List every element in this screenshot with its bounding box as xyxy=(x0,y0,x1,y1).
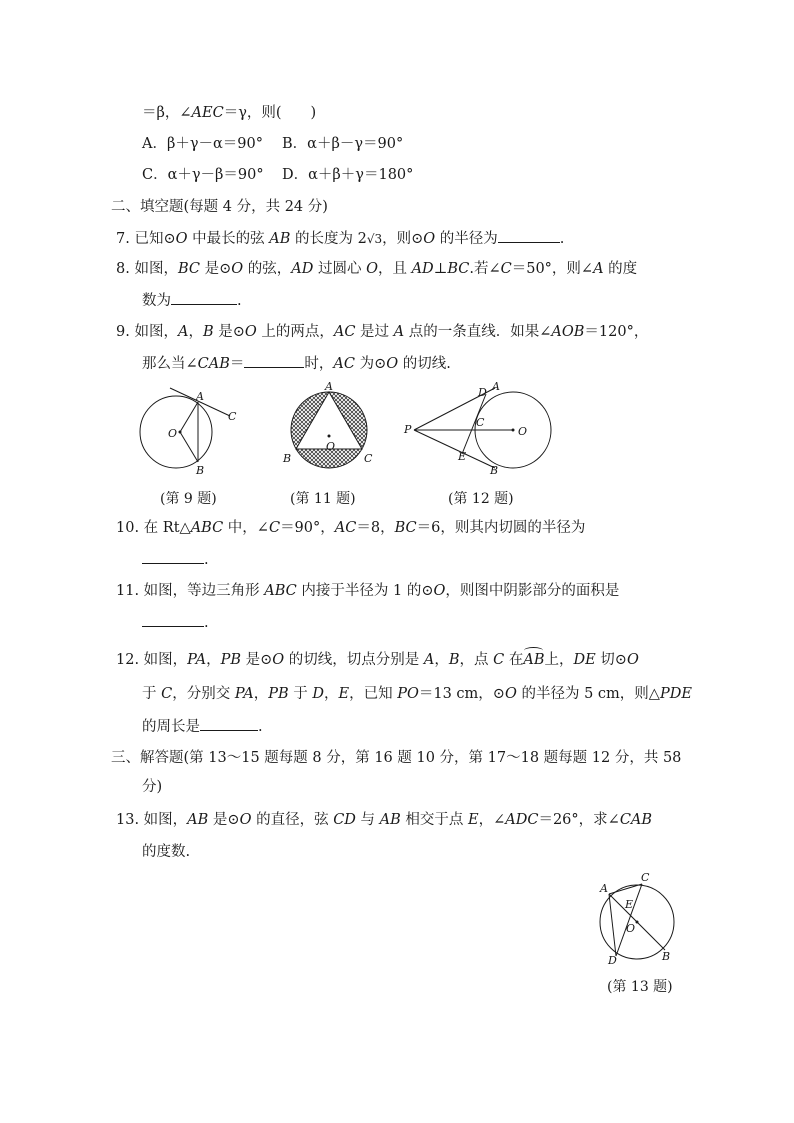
text: 相交于点 xyxy=(400,812,468,828)
label-b: B xyxy=(662,950,671,963)
text: ，∠ xyxy=(478,812,506,828)
text: 数为 xyxy=(142,293,171,309)
text: 已知⊙ xyxy=(134,231,176,247)
label-c: C xyxy=(476,416,485,429)
q6-option-c[interactable]: C．α＋γ－β＝90° xyxy=(142,167,264,183)
text: ＝ xyxy=(229,356,245,372)
answer-blank[interactable] xyxy=(200,716,258,731)
question-10-line2 xyxy=(142,549,209,570)
text: AD xyxy=(291,261,314,277)
tangent-pb xyxy=(414,430,495,468)
line-ob xyxy=(180,432,198,462)
chord-cd xyxy=(616,884,642,956)
text: BC xyxy=(447,261,470,277)
q6-continuation xyxy=(142,103,316,123)
text: ＝β，∠ xyxy=(142,105,192,121)
question-number: 7. xyxy=(116,231,130,247)
text: 内接于半径为 1 的⊙ xyxy=(296,583,434,599)
text: ＝8， xyxy=(356,520,395,536)
question-9 xyxy=(116,322,648,342)
question-12 xyxy=(116,650,639,670)
answer-blank[interactable] xyxy=(498,228,560,243)
text: O xyxy=(366,261,378,277)
question-number: 10. xyxy=(116,520,140,536)
question-number: 13. xyxy=(116,812,140,828)
figure-q13 xyxy=(592,868,687,970)
text: O xyxy=(504,686,517,702)
text: DE xyxy=(573,652,596,668)
label-e: E xyxy=(458,450,467,463)
center-dot xyxy=(512,429,515,432)
text: 如图， xyxy=(134,324,178,340)
text: 是⊙ xyxy=(208,812,240,828)
text: ， xyxy=(434,652,449,668)
text: ＝120°， xyxy=(584,324,649,340)
text: AC xyxy=(334,520,357,536)
label-b: B xyxy=(490,464,499,477)
text: 如图，等边三角形 xyxy=(143,583,265,599)
text: B xyxy=(448,652,460,668)
label-o: O xyxy=(168,427,178,440)
question-8-line2 xyxy=(142,290,242,311)
label-c: C xyxy=(228,410,237,423)
text: 的直径，弦 xyxy=(251,812,334,828)
question-10 xyxy=(116,518,585,538)
text: 那么当∠ xyxy=(142,356,198,372)
text: AD xyxy=(411,261,434,277)
label-o: O xyxy=(626,922,636,935)
figure-q9 xyxy=(130,380,250,480)
question-number: 12. xyxy=(116,652,140,668)
text: .若∠ xyxy=(469,261,501,277)
question-13-line2: 的度数. xyxy=(142,844,191,860)
answer-blank[interactable] xyxy=(171,290,237,305)
question-12-line2 xyxy=(142,684,692,704)
text: ， xyxy=(324,686,339,702)
text: 的切线，切点分别是 xyxy=(284,652,424,668)
label-c: C xyxy=(364,452,373,465)
text: ，则⊙ xyxy=(382,231,424,247)
label-p: P xyxy=(404,423,412,436)
section-fill-in-title: 二、填空题(每题 4 分，共 24 分) xyxy=(111,199,328,215)
text: 点的一条直线．如果∠ xyxy=(404,324,552,340)
text: A xyxy=(593,261,604,277)
label-a: A xyxy=(325,380,333,393)
text: 中最长的弦 xyxy=(187,231,270,247)
question-11 xyxy=(116,581,619,601)
text: CD xyxy=(333,812,356,828)
center-dot xyxy=(636,921,639,924)
text: ， xyxy=(253,686,269,702)
text: CAB xyxy=(197,356,230,372)
text: O xyxy=(386,356,399,372)
text: 中，∠ xyxy=(223,520,269,536)
text: ⊥ xyxy=(433,261,448,277)
answer-blank[interactable] xyxy=(142,549,204,564)
text: 的长度为 2 xyxy=(290,231,367,247)
caption-q11: (第 11 题) xyxy=(290,491,356,507)
text: ABC xyxy=(190,520,224,536)
text: 如图， xyxy=(143,812,188,828)
section-solve-title-line2: 分) xyxy=(142,779,163,795)
text: AOB xyxy=(551,324,585,340)
text: . xyxy=(204,552,209,568)
text: 过圆心 xyxy=(313,261,367,277)
question-number: 9. xyxy=(116,324,130,340)
text: ＝50°，则∠ xyxy=(511,261,594,277)
text: C xyxy=(493,652,505,668)
text: PB xyxy=(268,686,289,702)
text: ，点 xyxy=(459,652,494,668)
text: O xyxy=(244,324,257,340)
question-8 xyxy=(116,259,637,279)
text: 上的两点， xyxy=(256,324,334,340)
caption-q9: (第 9 题) xyxy=(160,491,217,507)
caption-q13: (第 13 题) xyxy=(607,979,673,995)
figure-q12 xyxy=(400,380,560,480)
text: A xyxy=(423,652,435,668)
q6-option-b[interactable]: B．α＋β－γ＝90° xyxy=(282,136,404,152)
text: 时， xyxy=(304,356,334,372)
text: 切⊙ xyxy=(595,652,627,668)
label-a: A xyxy=(196,390,204,403)
text: ＝90°， xyxy=(280,520,335,536)
text: AB xyxy=(269,231,291,247)
text: 是过 xyxy=(355,324,394,340)
text: ＝13 cm，⊙ xyxy=(418,686,505,702)
text: E xyxy=(338,686,350,702)
label-c: C xyxy=(641,871,650,884)
q6-option-a[interactable]: A．β＋γ－α＝90° xyxy=(142,136,264,152)
chord-ac xyxy=(609,884,642,894)
arc-ab: AB xyxy=(523,652,545,668)
line-oa xyxy=(180,402,198,432)
text: PA xyxy=(187,652,207,668)
text: ABC xyxy=(264,583,297,599)
text: AEC xyxy=(191,105,224,121)
question-number: 8. xyxy=(116,261,130,277)
text: ，已知 xyxy=(349,686,398,702)
text: . xyxy=(237,293,242,309)
label-b: B xyxy=(196,464,205,477)
q6-options-cd xyxy=(142,165,414,185)
text: O xyxy=(626,652,639,668)
text: BC xyxy=(177,261,200,277)
sqrt-three: √3 xyxy=(366,232,383,246)
label-d: D xyxy=(478,386,487,399)
text: . xyxy=(559,231,565,247)
text: ，则图中阴影部分的面积是 xyxy=(445,583,620,599)
question-12-line3 xyxy=(142,716,263,737)
text: PB xyxy=(220,652,241,668)
text: 的弦， xyxy=(243,261,292,277)
question-7 xyxy=(116,228,564,249)
text: O xyxy=(423,231,436,247)
label-d: D xyxy=(608,954,617,967)
question-11-line2 xyxy=(142,612,209,633)
text: 的切线. xyxy=(398,356,451,372)
text: 的半径为 5 cm，则△ xyxy=(516,686,660,702)
text: 的半径为 xyxy=(435,231,498,247)
text: 于 xyxy=(288,686,313,702)
label-a: A xyxy=(492,380,500,393)
center-dot xyxy=(328,435,331,438)
q6-options-ab xyxy=(142,134,404,154)
text: B xyxy=(202,324,214,340)
center-dot xyxy=(179,431,182,434)
text: AC xyxy=(333,324,356,340)
text: PO xyxy=(397,686,419,702)
q6-option-d[interactable]: D．α＋β＋γ＝180° xyxy=(282,167,414,183)
figure-q11 xyxy=(280,380,380,480)
text: ， xyxy=(188,324,203,340)
question-9-line2 xyxy=(142,353,451,374)
text: PA xyxy=(234,686,254,702)
text: ＝6，则其内切圆的半径为 xyxy=(416,520,586,536)
text: . xyxy=(258,719,263,735)
text: PDE xyxy=(659,686,692,702)
text: O xyxy=(239,812,252,828)
text: C xyxy=(268,520,281,536)
text: 如图， xyxy=(143,652,188,668)
text: . xyxy=(204,615,209,631)
text: CAB xyxy=(619,812,653,828)
question-13 xyxy=(116,810,652,830)
text: AC xyxy=(333,356,355,372)
text: ＝γ，则( ) xyxy=(223,105,317,121)
text: AB xyxy=(379,812,401,828)
label-e: E xyxy=(625,898,634,911)
text: D xyxy=(312,686,325,702)
text: 与 xyxy=(355,812,380,828)
text: O xyxy=(231,261,244,277)
text: 为⊙ xyxy=(354,356,387,372)
text: 的度 xyxy=(603,261,638,277)
text: 是⊙ xyxy=(213,324,245,340)
label-b: B xyxy=(283,452,292,465)
text: 在 Rt△ xyxy=(143,520,191,536)
label-o: O xyxy=(518,425,528,438)
text: O xyxy=(433,583,446,599)
answer-blank[interactable] xyxy=(142,612,204,627)
text: E xyxy=(468,812,479,828)
text: ， xyxy=(206,652,221,668)
text: A xyxy=(393,324,405,340)
text: 于 xyxy=(142,686,162,702)
text: AB xyxy=(187,812,209,828)
text: ADC xyxy=(505,812,539,828)
text: BC xyxy=(394,520,417,536)
text: ＝26°，求∠ xyxy=(538,812,620,828)
label-a: A xyxy=(600,882,608,895)
text: 上， xyxy=(544,652,574,668)
section-solve-title: 三、解答题(第 13～15 题每题 8 分，第 16 题 10 分，第 17～18 题每题 12 分，共 58 xyxy=(111,750,682,766)
text: ，且 xyxy=(377,261,412,277)
text: A xyxy=(177,324,189,340)
text: O xyxy=(175,231,188,247)
answer-blank[interactable] xyxy=(244,353,304,368)
label-o: O xyxy=(326,440,336,453)
text: ，分别交 xyxy=(172,686,235,702)
text: C xyxy=(500,261,512,277)
text: 的周长是 xyxy=(142,719,200,735)
text: 在 xyxy=(504,652,524,668)
text: 是⊙ xyxy=(199,261,232,277)
caption-q12: (第 12 题) xyxy=(448,491,514,507)
text: C xyxy=(161,686,173,702)
text: 如图， xyxy=(134,261,178,277)
text: 是⊙ xyxy=(241,652,273,668)
text: O xyxy=(272,652,285,668)
question-number: 11. xyxy=(116,583,140,599)
